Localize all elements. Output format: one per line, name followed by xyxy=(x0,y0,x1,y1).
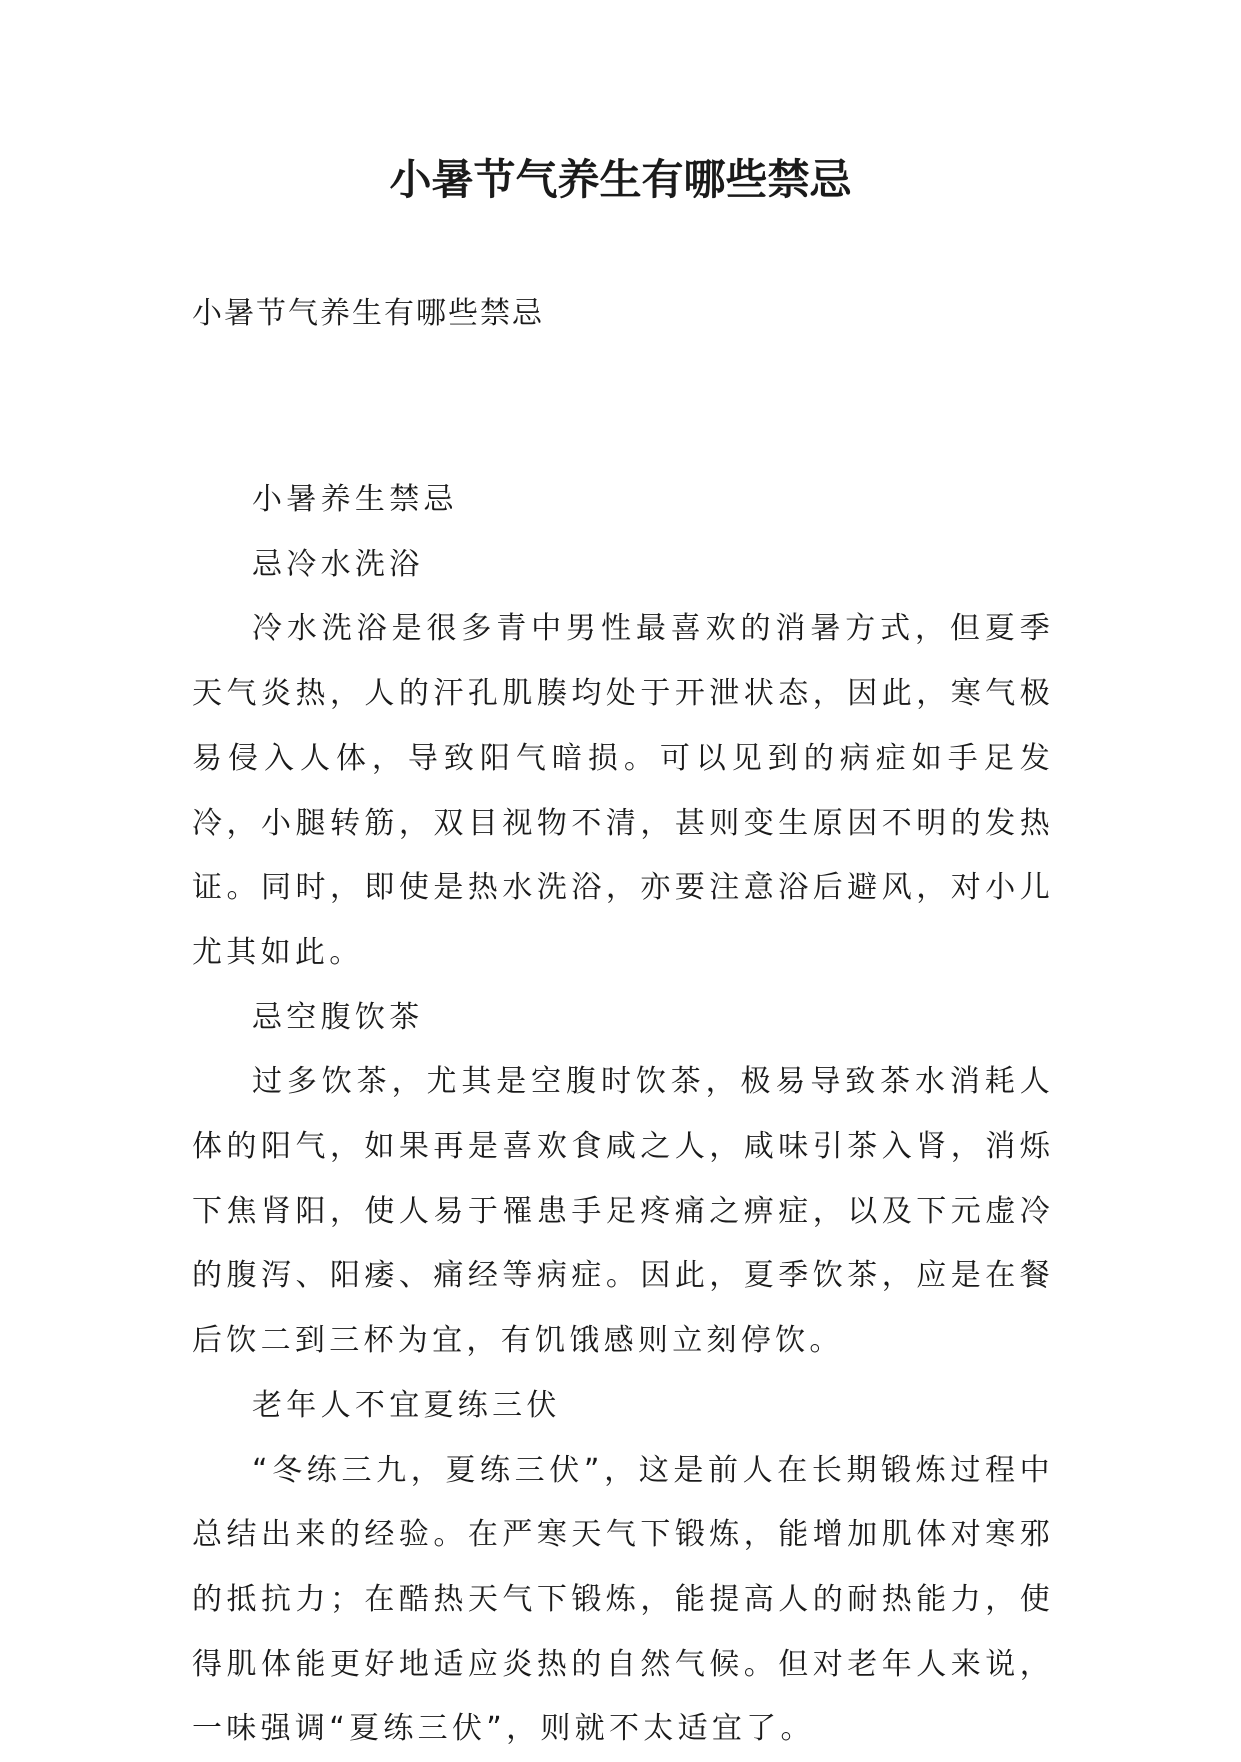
section-heading: 忌冷水洗浴 xyxy=(252,546,424,582)
section-heading: 小暑养生禁忌 xyxy=(252,482,458,517)
document-body xyxy=(192,468,1054,1762)
section-heading: 老年人不宜夏练三伏 xyxy=(252,1387,561,1423)
body-paragraph: 过多饮茶，尤其是空腹时饮茶，极易导致茶水消耗人体的阳气，如果再是喜欢食咸之人，咸味引茶入肾，消烁下焦肾阳，使人易于罹患手足疼痛之痹症，以及下元虚冷的腹泻、阳痿、痛经等病症。因此，夏季饮茶，应是在餐后饮二到三杯为宜，有饥饿感则立刻停饮。 xyxy=(192,1064,1054,1359)
document-title: 小暑节气养生有哪些禁忌 xyxy=(389,155,852,204)
document-subtitle: 小暑节气养生有哪些禁忌 xyxy=(192,296,544,331)
body-paragraph: 冷水洗浴是很多青中男性最喜欢的消暑方式，但夏季天气炎热，人的汗孔肌腠均处于开泄状态，因此，寒气极易侵入人体，导致阳气暗损。可以见到的病症如手足发冷，小腿转筋，双目视物不清，甚则变生原因不明的发热证。同时，即使是热水洗浴，亦要注意浴后避风，对小儿尤其如此。 xyxy=(192,611,1054,970)
body-paragraph: “冬练三九，夏练三伏”，这是前人在长期锻炼过程中总结出来的经验。在严寒天气下锻炼，能增加肌体对寒邪的抵抗力；在酷热天气下锻炼，能提高人的耐热能力，使得肌体能更好地适应炎热的自然气候。但对老年人来说，一味强调“夏练三伏”，则就不太适宜了。 xyxy=(192,1452,1054,1747)
section-heading: 忌空腹饮茶 xyxy=(252,999,424,1035)
